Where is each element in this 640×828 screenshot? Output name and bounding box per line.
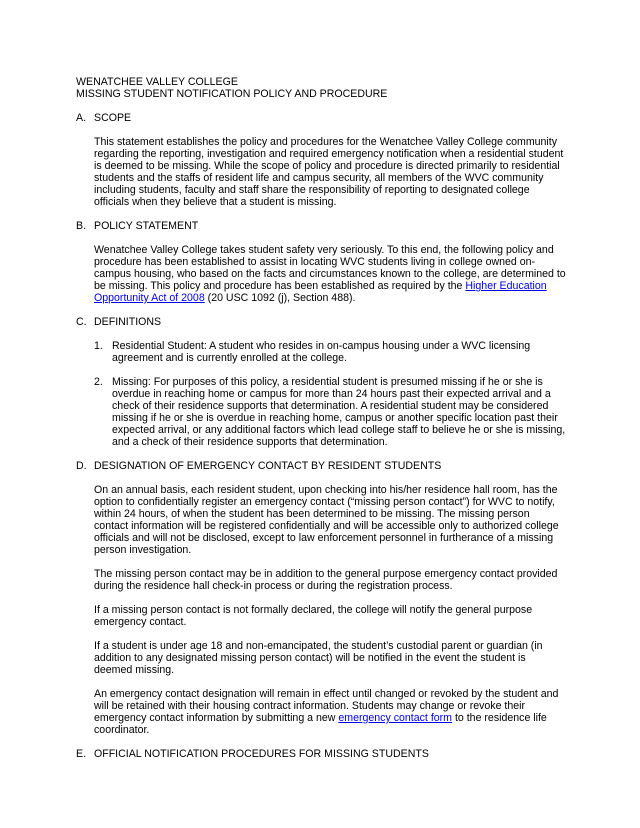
definition-item: 1. Residential Student: A student who resides in on-campus housing under a WVC licensing agreement and is currently enrolled at the college. xyxy=(94,340,566,364)
emergency-contact-form-link[interactable]: emergency contact form xyxy=(338,712,453,724)
designation-paragraph-1: On an annual basis, each resident student, upon checking into his/her residence hall room, has the option to confidentially register an emergency contact (“missing person contact”) for WVC to notify, within 24 hours, of when the student has been determined to be missing. The missing person contact information will be registered confidentially and will be accessible only to authorized college officials and will not be disclosed, except to law enforcement personnel in furtherance of a missing person investigation. xyxy=(94,484,559,556)
policy-paragraph: Wenatchee Valley College takes student safety very seriously. To this end, the following policy and procedure has been established to assist in locating WVC students living in college owned on-campus housing, who based on the facts and circumstances known to the college, are determined to be missing. This policy and procedure has been established as required by the Higher Education Opportunity Act of 2008 (20 USC 1092 (j), Section 488). xyxy=(94,244,566,304)
definition-missing: Missing: For purposes of this policy, a residential student is presumed missing if he or she is overdue in reaching home or campus for more than 24 hours past their expected arrival and a check of their residence supports that determination. A residential student may be considered missing if he or she is overdue in reaching home, campus or another specific location past their expected arrival, or any additional factors which lead college staff to believe he or she is missing, and a check of their residence supports that determination. xyxy=(112,376,566,448)
section-b-heading: B. POLICY STATEMENT xyxy=(76,220,199,232)
section-c-heading: C. DEFINITIONS xyxy=(76,316,162,328)
heoa-link[interactable]: Higher Education Opportunity Act of 2008 xyxy=(94,280,547,304)
definition-residential-student: Residential Student: A student who resides in on-campus housing under a WVC licensing agreement and is currently enrolled at the college. xyxy=(112,340,531,364)
definition-item: 2. Missing: For purposes of this policy, a residential student is presumed missing if he or she is overdue in reaching home or campus for more than 24 hours past their expected arrival and a check of their residence supports that determination. A residential student may be considered missing if he or she is overdue in reaching home, campus or another specific location past their expected arrival, or any additional factors which lead college staff to believe he or she is missing, and a check of their residence supports that determination. xyxy=(94,376,566,448)
designation-paragraph-2: The missing person contact may be in addition to the general purpose emergency contact provided during the residence hall check-in process or during the registration process. xyxy=(94,568,558,592)
section-a-heading: A. SCOPE xyxy=(76,112,132,124)
scope-paragraph: This statement establishes the policy and procedures for the Wenatchee Valley College community regarding the reporting, investigation and required emergency notification when a residential student is deemed to be missing. While the scope of policy and procedure is directed primarily to residential students and the staffs of resident life and campus security, all members of the WVC community including students, faculty and staff share the responsibility of reporting to designated college officials when they believe that a student is missing. xyxy=(94,136,564,208)
college-name: WENATCHEE VALLEY COLLEGE xyxy=(76,76,238,88)
designation-paragraph-4: If a student is under age 18 and non-emancipated, the student’s custodial parent or guardian (in addition to any designated missing person contact) will be notified in the event the student is deemed missing. xyxy=(94,640,543,676)
document-title: MISSING STUDENT NOTIFICATION POLICY AND PROCEDURE xyxy=(76,88,388,100)
section-title: DEFINITIONS xyxy=(94,316,162,328)
section-d-heading: D. DESIGNATION OF EMERGENCY CONTACT BY RESIDENT STUDENTS xyxy=(76,460,442,472)
document-header xyxy=(76,76,387,100)
designation-paragraph-5: An emergency contact designation will remain in effect until changed or revoked by the student and will be retained with their housing contract information. Students may change or revoke their emergency contact information by submitting a new emergency contact form to the residence life coordinator. xyxy=(94,688,559,736)
section-e-heading: E. OFFICIAL NOTIFICATION PROCEDURES FOR MISSING STUDENTS xyxy=(76,748,429,760)
section-title: SCOPE xyxy=(94,112,132,124)
section-title: OFFICIAL NOTIFICATION PROCEDURES FOR MISSING STUDENTS xyxy=(94,748,429,760)
section-title: POLICY STATEMENT xyxy=(94,220,199,232)
section-title: DESIGNATION OF EMERGENCY CONTACT BY RESIDENT STUDENTS xyxy=(94,460,442,472)
designation-paragraph-3: If a missing person contact is not formally declared, the college will notify the general purpose emergency contact. xyxy=(94,604,533,628)
